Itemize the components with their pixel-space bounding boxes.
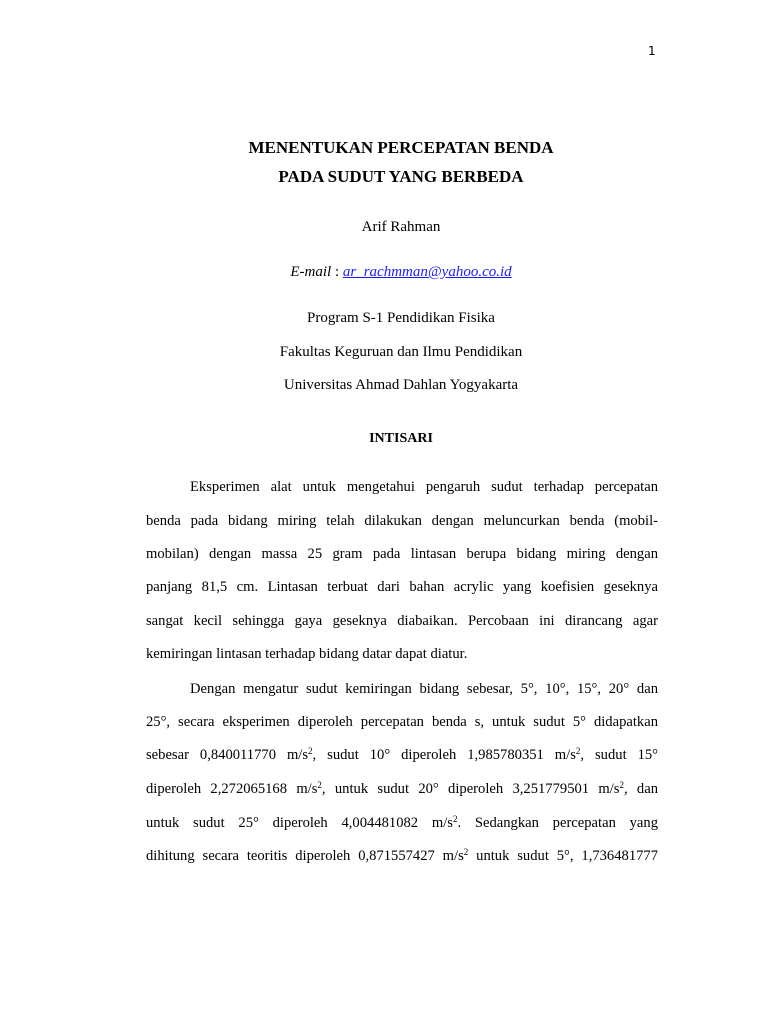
email-line xyxy=(0,264,768,281)
paragraph-1-line: benda pada bidang miring telah dilakukan dengan meluncurkan benda (mobil- xyxy=(146,513,658,529)
title-line-1: MENENTUKAN PERCEPATAN BENDA xyxy=(248,138,554,157)
paragraph-1-line: kemiringan lintasan terhadap bidang datar dapat diatur. xyxy=(146,646,468,662)
paragraph-1-line: panjang 81,5 cm. Lintasan terbuat dari bahan acrylic yang koefisien geseknya xyxy=(146,579,658,595)
text-run: diperoleh 2,272065168 m/s xyxy=(146,781,318,797)
title-line-2: PADA SUDUT YANG BERBEDA xyxy=(278,167,524,186)
superscript: 2 xyxy=(308,746,313,756)
text-run: dihitung secara teoritis diperoleh 0,871557427 m/s xyxy=(146,848,464,864)
superscript: 2 xyxy=(452,814,458,824)
paragraph-1-line: sangat kecil sehingga gaya geseknya diabaikan. Percobaan ini dirancang agar xyxy=(146,613,658,629)
page-number: 1 xyxy=(648,44,656,58)
text-run: , dan xyxy=(623,781,658,797)
text-run: , sudut 15° xyxy=(580,747,659,763)
superscript: 2 xyxy=(575,746,581,756)
text-run: untuk sudut 5°, 1,736481777 xyxy=(468,848,659,864)
text-run: . Sedangkan percepatan yang xyxy=(457,815,658,831)
superscript: 2 xyxy=(463,847,469,857)
affiliation-program: Program S-1 Pendidikan Fisika xyxy=(307,310,495,326)
paragraph-2-line xyxy=(146,746,658,764)
paragraph-1-line: Eksperimen alat untuk mengetahui pengaruh sudut terhadap percepatan xyxy=(190,479,658,495)
paragraph-2-line xyxy=(146,847,658,865)
paragraph-2-line xyxy=(146,814,658,832)
paragraph-2-line xyxy=(146,780,658,798)
paragraph-1-line: mobilan) dengan massa 25 gram pada lintasan berupa bidang miring dengan xyxy=(146,546,658,562)
superscript: 2 xyxy=(619,780,624,790)
abstract-heading: INTISARI xyxy=(369,431,433,446)
author-name: Arif Rahman xyxy=(361,219,441,235)
paragraph-2-line: 25°, secara eksperimen diperoleh percepatan benda s, untuk sudut 5° didapatkan xyxy=(146,714,658,730)
email-separator: : xyxy=(331,264,343,280)
text-run: , untuk sudut 20° diperoleh 3,251779501 m/s xyxy=(321,781,620,797)
email-link[interactable]: ar_rachmman@yahoo.co.id xyxy=(342,264,512,280)
text-run: sebesar 0,840011770 m/s xyxy=(146,747,309,763)
text-run: untuk sudut 25° diperoleh 4,004481082 m/s xyxy=(146,815,453,831)
email-label: E-mail xyxy=(290,264,332,280)
superscript: 2 xyxy=(317,780,322,790)
text-run: , sudut 10° diperoleh 1,985780351 m/s xyxy=(312,747,576,763)
affiliation-university: Universitas Ahmad Dahlan Yogyakarta xyxy=(283,377,519,393)
paragraph-2-line: Dengan mengatur sudut kemiringan bidang sebesar, 5°, 10°, 15°, 20° dan xyxy=(190,681,658,697)
affiliation-faculty: Fakultas Keguruan dan Ilmu Pendidikan xyxy=(279,344,523,360)
